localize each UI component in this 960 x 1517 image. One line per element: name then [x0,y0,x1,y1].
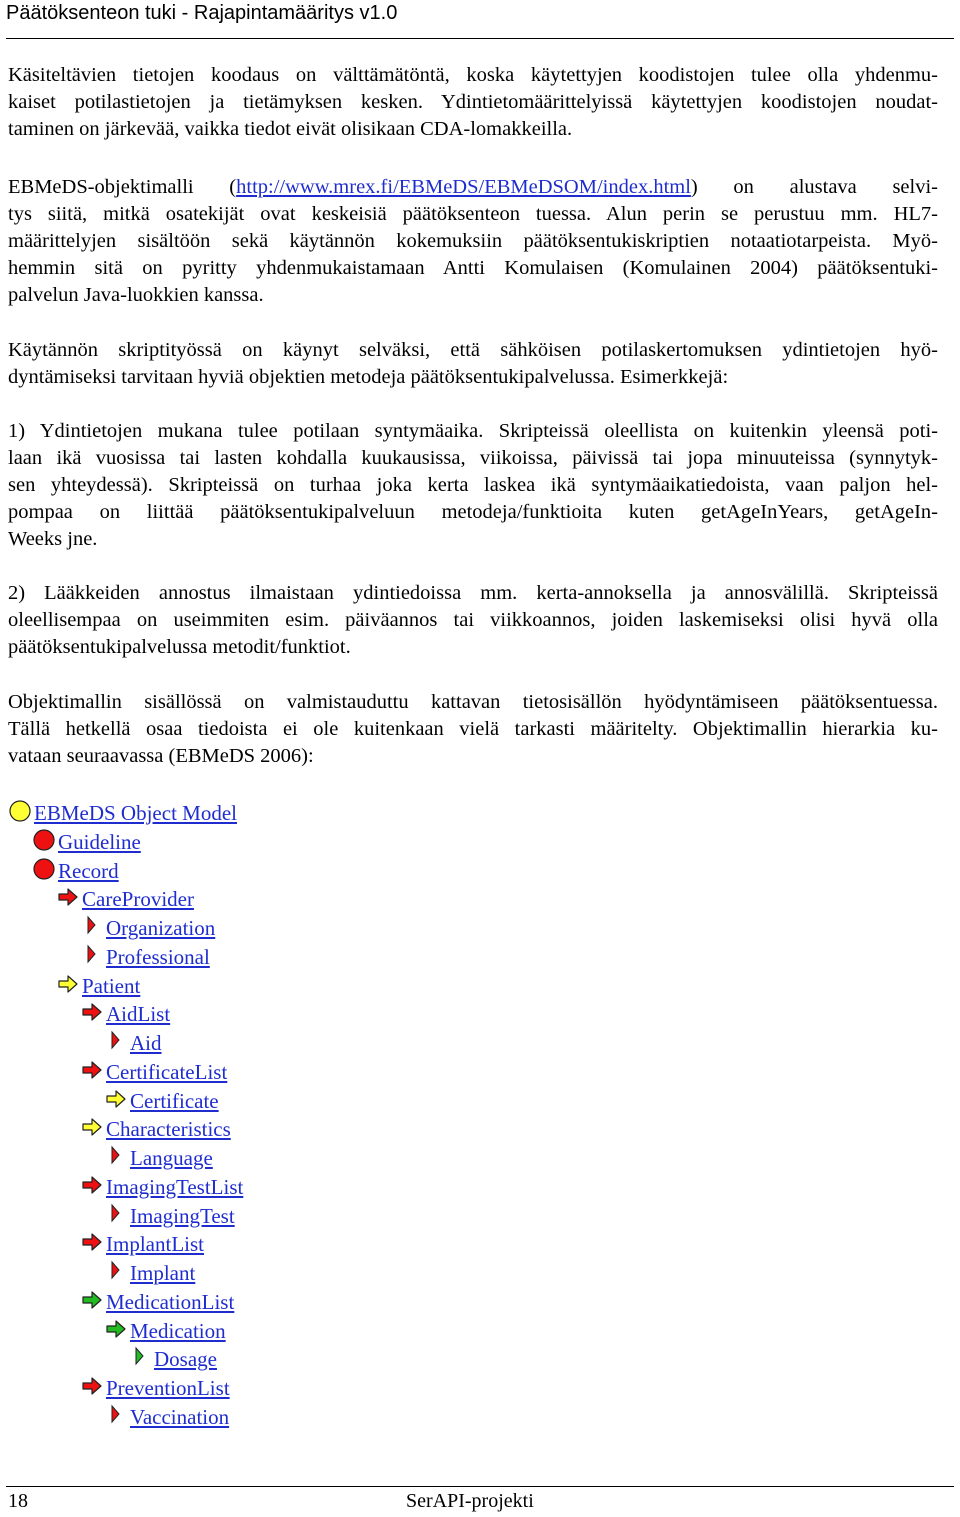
text-line: Tällä hetkellä osaa tiedoista ei ole kuitenkaan vielä tarkasti määritelty. Objektimallin hierarkia ku- [8,718,938,740]
ebmeds-link[interactable]: http://www.mrex.fi/EBMeDS/EBMeDSOM/index.html [236,176,691,198]
text-line: Käytännön skriptityössä on käynyt selväksi, että sähköisen potilaskertomuksen ydintietojen hyö- [8,339,938,361]
text-line: 1) Ydintietojen mukana tulee potilaan syntymäaika. Skripteissä oleellista on kuitenkin yleensä poti- [8,420,938,442]
tree-node-link[interactable]: Organization [106,916,216,940]
yellow-circle-icon [8,799,34,825]
text-segment: EBMeDS-objektimalli ( [8,176,237,198]
green-arrow-icon [104,1317,130,1343]
red-triangle-icon [104,1029,130,1055]
green-triangle-icon [128,1345,154,1371]
tree-node-link[interactable]: ImagingTest [130,1203,235,1228]
text-line: taminen on järkevää, vaikka tiedot eivät olisikaan CDA-lomakkeilla. [8,118,573,140]
tree-node-link[interactable]: ImagingTestList [106,1174,244,1199]
text-line [8,174,938,201]
text-line: palvelun Java-luokkien kanssa. [8,284,264,306]
text-line: hemmin sitä on pyritty yhdenmukaistamaan Antti Komulaisen (Komulainen 2004) päätöksentuki- [8,257,938,279]
red-arrow-icon [56,885,82,911]
text-line: laan ikä vuosissa tai lasten kohdalla kuukausissa, viikoissa, päivissä tai jopa minuuteissa (synnytyk- [8,447,938,469]
paragraph-hierarchy-intro [8,689,938,770]
red-triangle-icon [80,914,106,940]
green-arrow-icon [80,1288,106,1314]
tree-node-link[interactable]: EBMeDS Object Model [34,801,237,825]
red-arrow-icon [80,1374,106,1400]
yellow-arrow-icon [104,1087,130,1113]
tree-node-link[interactable]: Medication [130,1318,226,1343]
text-line: tys siitä, mitkä osatekijät ovat keskeisiä päätöksenteon tuessa. Alun perin se perustuu mm. HL7- [8,203,938,225]
document-title: Päätöksenteon tuki - Rajapintamääritys v1.0 [6,2,398,24]
tree-node-link[interactable]: Vaccination [130,1404,230,1429]
paragraph-example-1 [8,418,938,553]
paragraph-object-model [8,174,938,309]
red-arrow-icon [80,1173,106,1199]
text-line: määrittelyjen sisältöön sekä käytännön kokemuksiin päätöksentukiskriptien notaatiotarpeista. Myö- [8,230,938,252]
red-triangle-icon [104,1144,130,1170]
text-line: sen yhteydessä). Skripteissä on turhaa joka kerta laskea ikä syntymäaikatiedoista, vaan paljon hel- [8,474,938,496]
tree-node-link[interactable]: CareProvider [82,887,194,912]
text-line: päätöksentukipalvelussa metodit/funktiot. [8,636,351,658]
project-name: SerAPI-projekti [406,1490,534,1512]
tree-node-link[interactable]: MedicationList [106,1289,235,1314]
text-segment: ) on alustava selvi- [690,176,938,198]
tree-node-link[interactable]: Guideline [58,829,141,854]
red-triangle-icon [104,1202,130,1228]
red-triangle-icon [104,1403,130,1429]
text-line: oleellisempaa on useimmiten esim. päiväannos tai viikkoannos, joiden laskemiseksi olisi hyvä olla [8,609,938,631]
text-line: pompaa on liittää päätöksentukipalveluun metodeja/funktioita kuten getAgeInYears, getAgeIn- [8,501,938,523]
red-arrow-icon [80,1230,106,1256]
tree-node-link[interactable]: AidList [106,1002,171,1027]
tree-node-link[interactable]: Record [58,858,119,883]
red-triangle-icon [104,1259,130,1285]
red-arrow-icon [80,1000,106,1026]
tree-node-link[interactable]: Implant [130,1261,196,1285]
text-line: Weeks jne. [8,528,98,550]
text-line: kaiset potilastietojen ja tietämyksen kesken. Ydintietomäärittelyissä käytettyjen koodistojen noudat- [8,91,938,113]
text-line: vataan seuraavassa (EBMeDS 2006): [8,745,314,767]
text-line: dyntämiseksi tarvitaan hyviä objektien metodeja päätöksentukipalvelussa. Esimerkkejä: [8,366,729,388]
tree-node-link[interactable]: Certificate [130,1088,219,1113]
page-footer [6,1486,954,1517]
tree-node-link[interactable]: Patient [82,973,141,998]
red-arrow-icon [80,1058,106,1084]
text-line: Objektimallin sisällössä on valmistauduttu kattavan tietosisällön hyödyntämiseen päätöksentuessa. [8,691,938,713]
tree-node-link[interactable]: Characteristics [106,1117,231,1142]
yellow-arrow-icon [80,1115,106,1141]
page-number: 18 [8,1490,28,1512]
paragraph-example-2 [8,580,938,661]
red-triangle-icon [80,943,106,969]
tree-node-link[interactable]: Professional [106,944,210,969]
page-header [6,0,954,39]
paragraph-coding [8,62,938,143]
tree-node-link[interactable]: Language [130,1146,213,1170]
tree-node-link[interactable]: Aid [130,1031,162,1055]
tree-node-link[interactable]: CertificateList [106,1059,228,1084]
yellow-arrow-icon [56,972,82,998]
tree-node-link[interactable]: ImplantList [106,1232,204,1257]
tree-node-link[interactable]: Dosage [154,1347,217,1372]
text-line: 2) Lääkkeiden annostus ilmaistaan ydintiedoissa mm. kerta-annoksella ja annosvälillä. Skripteissä [8,582,938,604]
red-circle-icon [32,857,58,883]
tree-node-link[interactable]: PreventionList [106,1376,230,1400]
paragraph-scripting [8,337,938,391]
text-line: Käsiteltävien tietojen koodaus on välttämätöntä, koska käytettyjen koodistojen tulee olla yhdenmu- [8,64,938,86]
red-circle-icon [32,828,58,854]
